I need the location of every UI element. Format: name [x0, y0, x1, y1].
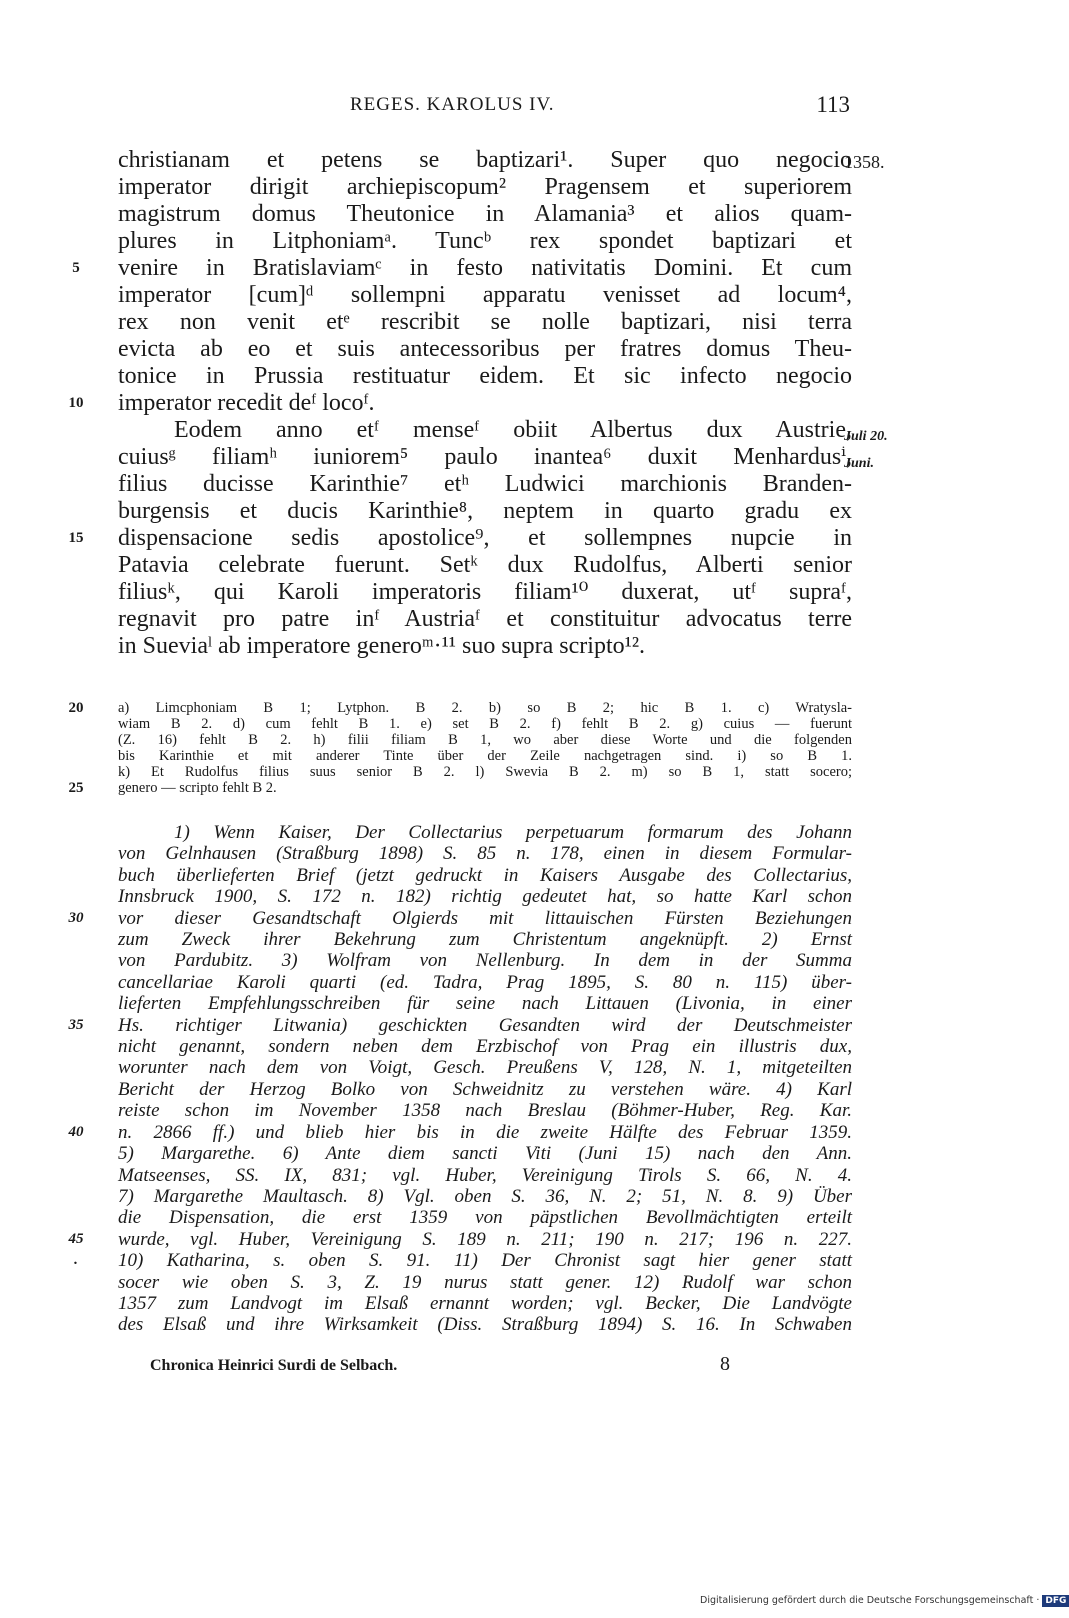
margin-note: Juli 20.: [844, 429, 888, 444]
note-line: [118, 886, 852, 907]
main-line: [68, 390, 852, 417]
note-line-text: cancellariae Karoli quarti (ed. Tadra, Prag 1895, S. 80 n. 115) über-: [118, 971, 852, 993]
main-line-text: Eodem anno etᶠ menseᶠ obiit Albertus dux Austrie,: [174, 417, 852, 443]
note-line-text: 1357 zum Landvogt im Elsaß ernannt worden; vgl. Becker, Die Landvögte: [118, 1292, 852, 1314]
note-line: [118, 1186, 852, 1207]
line-number: 15: [68, 530, 84, 546]
note-line-text: Innsbruck 1900, S. 172 n. 182) richtig gedeutet hat, so hatte Karl schon: [118, 886, 852, 908]
digitization-credit: [700, 1595, 1067, 1611]
note-line-text: Bericht der Herzog Bolko von Schweidnitz zu verstehen wäre. 4) Karl: [118, 1078, 852, 1100]
line-number: 35: [68, 1016, 84, 1033]
main-line-text: imperator dirigit archiepiscopum² Pragensem et superiorem: [118, 174, 852, 200]
note-line-text: vor dieser Gesandtschaft Olgierds mit littauischen Fürsten Beziehungen: [118, 907, 852, 929]
note-line: [118, 972, 852, 993]
apparatus-line: [118, 732, 852, 748]
apparatus-line: [68, 700, 852, 716]
main-line-text: magistrum domus Theutonice in Alamania³ et alios quam-: [118, 201, 852, 227]
apparatus-line-text: (Z. 16) fehlt B 2. h) filii filiam B 1, wo aber diese Worte und die folgenden: [118, 732, 852, 748]
credit-text: Digitalisierung gefördert durch die Deutsche Forschungsgemeinschaft ·: [700, 1595, 1040, 1606]
main-line-text: venire in Bratislaviamᶜ in festo nativitatis Domini. Et cum: [118, 255, 852, 281]
line-number: 10: [68, 395, 84, 411]
note-line: [74, 1250, 852, 1272]
line-number: 45: [68, 1230, 84, 1247]
main-line-text: christianam et petens se baptizari¹. Super quo negocio: [118, 147, 852, 173]
note-line: [118, 1207, 852, 1228]
main-line: [72, 255, 852, 282]
main-line: [118, 282, 852, 309]
line-number: .: [74, 1252, 78, 1269]
note-line-text: n. 2866 ff.) und blieb hier bis in die zweite Hälfte des Februar 1359.: [118, 1121, 852, 1143]
margin-note: Juni.: [844, 456, 874, 471]
apparatus-line-text: wiam B 2. d) cum fehlt B 1. e) set B 2. f) fehlt B 2. g) cuius — fuerunt: [118, 716, 852, 732]
main-line: [118, 444, 874, 471]
main-line: [118, 417, 888, 444]
note-line-text: 5) Margarethe. 6) Ante diem sancti Viti (Juni 15) nach den Ann.: [118, 1143, 852, 1165]
main-line-text: regnavit pro patre inᶠ Austriaᶠ et constituitur advocatus terre: [118, 606, 852, 632]
apparatus-line: [118, 764, 852, 780]
main-line: [118, 579, 852, 606]
apparatus-line-text: genero — scripto fehlt B 2.: [118, 780, 277, 796]
apparatus-line: [118, 716, 852, 732]
main-line: [118, 201, 852, 228]
note-line-text: 1) Wenn Kaiser, Der Collectarius perpetuarum formarum des Johann: [174, 822, 852, 843]
note-line: [118, 1272, 852, 1293]
main-line-text: in Sueviaˡ ab imperatore generoᵐ·¹¹ suo supra scripto¹².: [118, 633, 646, 659]
footnotes: [68, 822, 852, 1336]
line-number: 30: [68, 909, 84, 926]
note-line: [118, 1293, 852, 1314]
page-number: 113: [816, 92, 850, 117]
note-line-text: lieferten Empfehlungsschreiben für seine nach Littauen (Livonia, in einer: [118, 993, 852, 1015]
note-line: [118, 822, 852, 843]
note-line: [118, 1165, 852, 1186]
note-line-text: Matseenses, SS. IX, 831; vgl. Huber, Vereinigung Tirols S. 66, N. 4.: [118, 1164, 852, 1186]
note-line: [118, 865, 852, 886]
page-header: [350, 92, 850, 126]
line-number: 40: [68, 1123, 84, 1140]
main-line: [118, 174, 852, 201]
note-line: [118, 1314, 852, 1335]
note-line-text: die Dispensation, die erst 1359 von päpstlichen Bevollmächtigten erteilt: [118, 1207, 852, 1229]
margin-note: 1358.: [844, 152, 885, 172]
note-line: [118, 929, 852, 950]
apparatus-line: [118, 748, 852, 764]
main-line-text: filius ducisse Karinthie⁷ etʰ Ludwici marchionis Branden-: [118, 471, 852, 497]
main-line-text: plures in Litphoniamᵃ. Tuncᵇ rex spondet baptizari et: [118, 228, 852, 254]
main-line-text: cuiusᵍ filiamʰ iuniorem⁵ paulo inantea⁶ duxit Menhardusⁱ,: [118, 444, 852, 470]
apparatus-line-text: bis Karinthie et mit anderer Tinte über der Zeile nachgetragen sind. i) so B 1.: [118, 748, 852, 764]
main-line-text: rex non venit etᵉ rescribit se nolle baptizari, nisi terra: [118, 309, 852, 335]
main-text: [68, 147, 888, 660]
critical-apparatus: [68, 700, 852, 796]
note-line: [118, 950, 852, 971]
note-line: [68, 907, 852, 929]
note-line-text: 7) Margarethe Maultasch. 8) Vgl. oben S. 36, N. 2; 51, N. 8. 9) Über: [118, 1185, 852, 1207]
footer-title: Chronica Heinrici Surdi de Selbach.: [150, 1357, 398, 1374]
main-line-text: imperator recedit deᶠ locoᶠ.: [118, 390, 375, 416]
main-line-text: Patavia celebrate fuerunt. Setᵏ dux Rudolfus, Alberti senior: [118, 552, 852, 578]
note-line: [68, 1014, 852, 1036]
apparatus-line: [68, 780, 852, 796]
note-line-text: zum Zweck ihrer Bekehrung zum Christentum angeknüpft. 2) Ernst: [118, 929, 852, 951]
note-line: [68, 1228, 852, 1250]
line-number: 20: [68, 700, 84, 716]
note-line-text: von Pardubitz. 3) Wolfram von Nellenburg. In dem in der Summa: [118, 950, 852, 972]
note-line: [118, 843, 852, 864]
apparatus-line-text: k) Et Rudolfus filius suus senior B 2. l) Swevia B 2. m) so B 1, statt socero;: [118, 764, 852, 780]
note-line-text: Hs. richtiger Litwania) geschickten Gesandten wird der Deutschmeister: [118, 1014, 852, 1036]
main-line: [118, 363, 852, 390]
note-line: [118, 1079, 852, 1100]
main-line: [118, 633, 852, 660]
main-line-text: imperator [cum]ᵈ sollempni apparatu venisset ad locum⁴,: [118, 282, 852, 308]
note-line-text: von Gelnhausen (Straßburg 1898) S. 85 n. 178, einen in diesem Formular-: [118, 843, 852, 865]
main-line-text: evicta ab eo et suis antecessoribus per fratres domus Theu-: [118, 336, 852, 362]
line-number: 25: [68, 780, 84, 796]
note-line-text: wurde, vgl. Huber, Vereinigung S. 189 n. 211; 190 n. 217; 196 n. 227.: [118, 1228, 852, 1250]
main-line-text: tonice in Prussia restituatur eidem. Et sic infecto negocio: [118, 363, 852, 389]
main-line: [118, 606, 852, 633]
main-line-text: burgensis et ducis Karinthie⁸, neptem in quarto gradu ex: [118, 498, 852, 524]
note-line: [118, 1057, 852, 1078]
dfg-logo: DFG: [1042, 1595, 1069, 1607]
note-line: [118, 1100, 852, 1121]
main-line: [118, 552, 852, 579]
main-line: [118, 228, 852, 255]
note-line-text: buch überlieferten Brief (jetzt gedruckt in Kaisers Ausgabe des Collectarius,: [118, 864, 852, 886]
line-number: 5: [72, 260, 80, 276]
main-line: [68, 525, 852, 552]
main-line: [118, 309, 852, 336]
main-line: [118, 147, 885, 174]
main-line-text: dispensacione sedis apostolice⁹, et sollempnes nupcie in: [118, 525, 852, 551]
signature-mark: 8: [720, 1353, 730, 1375]
note-line: [118, 1036, 852, 1057]
note-line: [118, 1143, 852, 1164]
note-line-text: nicht genannt, sondern neben dem Erzbischof von Prag ein illustris dux,: [118, 1036, 852, 1058]
main-line: [118, 498, 852, 525]
note-line-text: worunter nach dem von Voigt, Gesch. Preußens V, 128, N. 1, mitgeteilten: [118, 1057, 852, 1079]
note-line-text: socer wie oben S. 3, Z. 19 nurus statt gener. 12) Rudolf war schon: [118, 1271, 852, 1293]
note-line-text: reiste schon im November 1358 nach Breslau (Böhmer-Huber, Reg. Kar.: [118, 1100, 852, 1122]
note-line-text: des Elsaß und ihre Wirksamkeit (Diss. Straßburg 1894) S. 16. In Schwaben: [118, 1314, 852, 1336]
note-line: [118, 993, 852, 1014]
apparatus-line-text: a) Limcphoniam B 1; Lytphon. B 2. b) so B 2; hic B 1. c) Wratysla-: [118, 700, 852, 716]
main-line: [118, 336, 852, 363]
main-line: [118, 471, 852, 498]
main-line-text: filiusᵏ, qui Karoli imperatoris filiam¹⁰ duxerat, utᶠ supraᶠ,: [118, 579, 852, 605]
running-head: REGES. KAROLUS IV.: [350, 94, 555, 115]
note-line-text: 10) Katharina, s. oben S. 91. 11) Der Chronist sagt hier gener statt: [118, 1250, 852, 1272]
page-footer: [150, 1353, 750, 1383]
note-line: [68, 1121, 852, 1143]
